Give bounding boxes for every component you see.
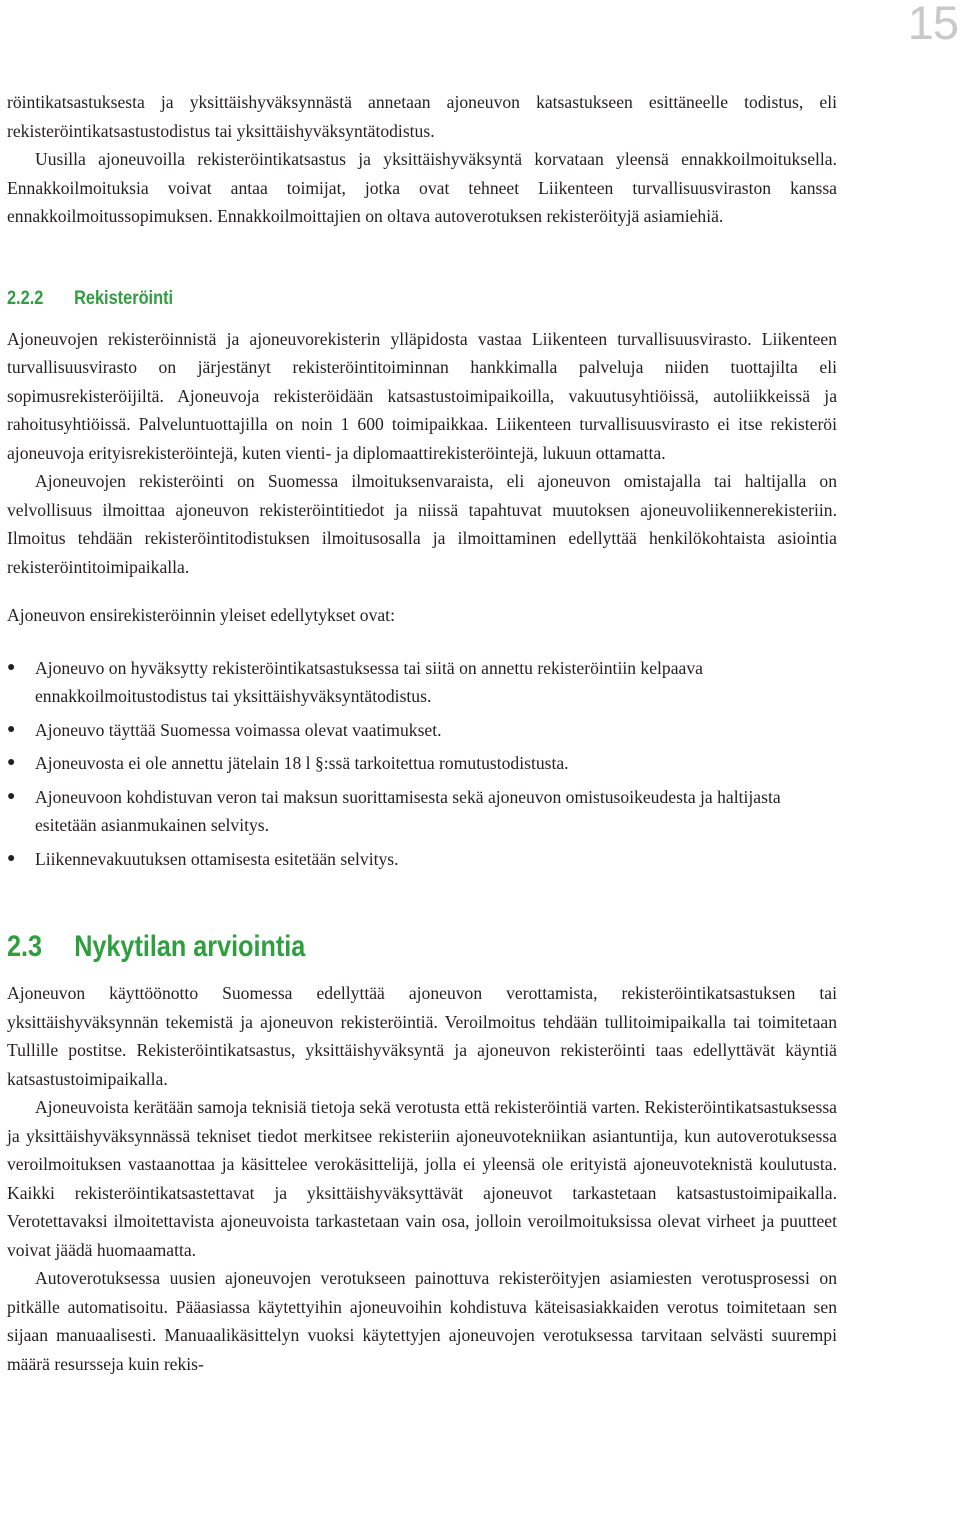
requirements-list [7,654,837,874]
paragraph: Autoverotuksessa uusien ajoneuvojen verotukseen painottuva rekisteröityjen asiamiesten verotusprosessi on pitkälle automatisoitu. Pääasiassa käytettyihin ajoneuvoihin kohdistuva käteisasiakkaiden verotus toimitetaan sen sijaan manuaalisesti. Manuaalikäsittelyn vuoksi käytettyjen ajoneuvojen verotuksessa tarvitaan selvästi suurempi määrä resursseja kuin rekis- [7,1268,837,1374]
list-item: ● Ajoneuvo on hyväksytty rekisteröintikatsastuksessa tai siitä on annettu rekisteröintiin kelpaava ennakkoilmoitustodistus tai yksittäishyväksyntätodistus. [7,654,837,711]
list-item: ● Ajoneuvoon kohdistuvan veron tai maksun suorittamisesta sekä ajoneuvon omistusoikeudesta ja haltijasta esitetään asianmukainen selvitys. [7,783,837,840]
document-body [7,88,837,1378]
bullet-icon: ● [7,721,16,737]
section-heading-2-3 [7,923,704,971]
paragraph: Uusilla ajoneuvoilla rekisteröintikatsastus ja yksittäishyväksyntä korvataan yleensä ennakkoilmoituksella. Ennakkoilmoituksia voivat antaa toimijat, jotka ovat tehneet Liikenteen turvallisuusviraston kanssa ennakkoilmoitussopimuksen. Ennakkoilmoittajien on oltava autoverotuksen rekisteröityjä asiamiehiä. [7,149,837,226]
list-item: ● Ajoneuvosta ei ole annettu jätelain 18 l §:ssä tarkoitettua romutustodistusta. [7,749,837,778]
paragraph: Ajoneuvoista kerätään samoja teknisiä tietoja sekä verotusta että rekisteröintiä varten. Rekisteröintikatsastuksessa ja yksittäishyväksynnässä tekniset tiedot merkitsee rekisteriin ajoneuvotekniikan asiantuntija, kun autoverotuksessa veroilmoituksen vastaanottaa ja käsittelee verokäsittelijä, jolla ei yleensä ole erityistä ajoneuvoteknistä koulutusta. Kaikki rekisteröintikatsastettavat ja yksittäishyväksyttävät ajoneuvot tarkastetaan katsastustoimipaikalla. Verotettavaksi ilmoitettavista ajoneuvoista tarkastetaan vain osa, jolloin veroilmoituksissa olevat virheet ja puutteet voivat jäädä huomaamatta. [7,1097,837,1260]
bullet-icon: ● [7,755,16,770]
bullet-icon: ● [7,850,16,866]
bullet-icon: ● [7,659,16,675]
section-heading-2-2-2 [7,285,721,313]
paragraph: Ajoneuvojen rekisteröinti on Suomessa ilmoituksenvaraista, eli ajoneuvon omistajalla tai haltijalla on velvollisuus ilmoittaa ajoneuvon rekisteröintitiedot ja niissä tapahtuvat muutoksen ajoneuvoliikennerekisteriin. Ilmoitus tehdään rekisteröintitodistuksen ilmoitusosalla ja ilmoittaminen edellyttää henkilökohtaista asiointia rekisteröintitoimipaikalla. [7,471,837,577]
list-item: ● Liikennevakuutuksen ottamisesta esitetään selvitys. [7,845,837,874]
section-number: 2.2.2 [7,287,44,309]
paragraph: Ajoneuvon käyttöönotto Suomessa edellyttää ajoneuvon verottamista, rekisteröintikatsastuksen tai yksittäishyväksynnän tekemistä ja ajoneuvon rekisteröintiä. Veroilmoitus tehdään tullitoimipaikalla tai toimitetaan Tullille postitse. Rekisteröintikatsastus, yksittäishyväksyntä ja ajoneuvon rekisteröinti taas edellyttävät käyntiä katsastustoimipaikalla. [7,983,837,1089]
section-title: Rekisteröinti [74,287,174,309]
list-intro: Ajoneuvon ensirekisteröinnin yleiset edellytykset ovat: [7,605,395,625]
section-number: 2.3 [7,930,43,963]
section-title: Nykytilan arviointia [74,930,306,963]
paragraph: Ajoneuvojen rekisteröinnistä ja ajoneuvorekisterin ylläpidosta vastaa Liikenteen turvallisuusvirasto. Liikenteen turvallisuusvirasto on järjestänyt rekisteröintitoiminnan hankkimalla palveluja niiden tuottajilta eli sopimusrekisteröijiltä. Ajoneuvoja rekisteröidään katsastustoimipaikoilla, vakuutusyhtiöissä, autoliikkeissä ja rahoitusyhtiöissä. Palveluntuottajilla on noin 1 600 toimipaikkaa. Liikenteen turvallisuusvirasto ei itse rekisteröi ajoneuvoja erityisrekisteröintejä, kuten vienti- ja diplomaattirekisteröintejä, lukuun ottamatta. [7,328,837,463]
paragraph: röintikatsastuksesta ja yksittäishyväksynnästä annetaan ajoneuvon katsastukseen esittäneelle todistus, eli rekisteröintikatsastustodistus tai yksittäishyväksyntätodistus. [7,92,837,141]
bullet-icon: ● [7,788,16,804]
list-item: ● Ajoneuvo täyttää Suomessa voimassa olevat vaatimukset. [7,716,837,745]
page-number: 15 [907,0,958,49]
